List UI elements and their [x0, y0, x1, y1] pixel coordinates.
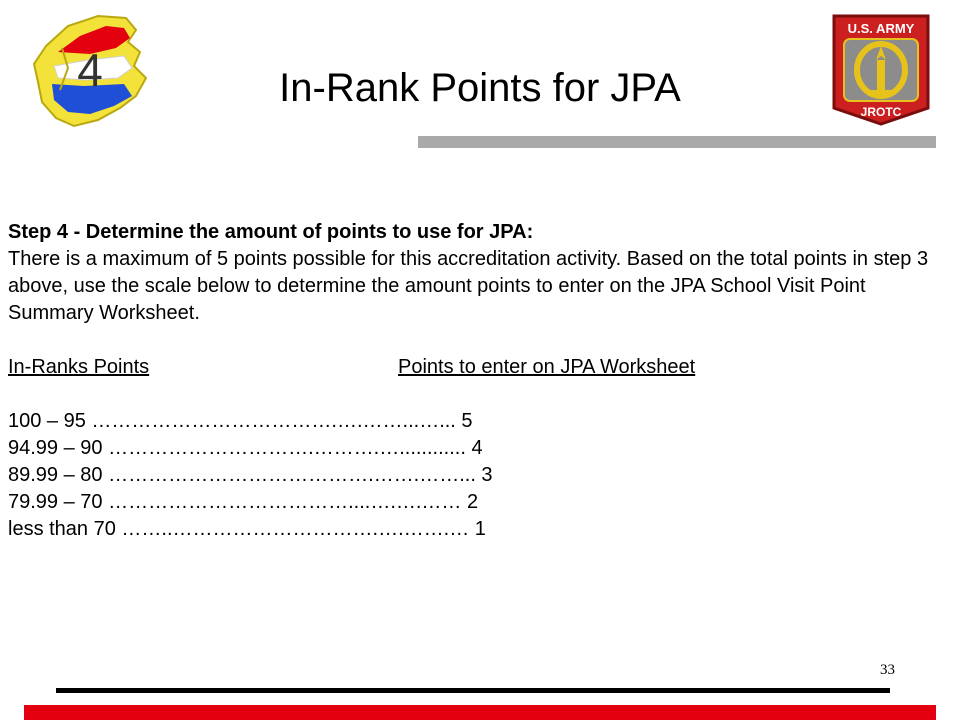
- scale-row: less than 70 ……..………………………….….…….… 1: [8, 518, 486, 540]
- step-heading: Step 4 - Determine the amount of points to use for JPA:: [8, 221, 534, 243]
- column-header-in-ranks-points: In-Ranks Points: [8, 356, 150, 378]
- state-map-logo: [28, 8, 158, 132]
- spacer: [8, 327, 938, 354]
- jrotc-emblem: [828, 12, 934, 128]
- footer-rule-black: [56, 688, 890, 693]
- scale-row: 94.99 – 90 ………………………….……….…............ 4: [8, 437, 483, 459]
- page-number: 33: [880, 662, 895, 678]
- emblem-top-text: U.S. ARMY: [847, 21, 915, 36]
- column-header-points-to-enter: Points to enter on JPA Worksheet: [398, 356, 696, 378]
- step-number: 4: [77, 44, 103, 96]
- instructions-paragraph: There is a maximum of 5 points possible for this accreditation activity. Based on the total points in step 3 above, use the scale below to determine the amount points to enter on the JPA School Visit Point Summary Worksheet.: [8, 248, 934, 324]
- scale-row: 79.99 – 70 ………………………………....….….…… 2: [8, 491, 479, 513]
- scale-row: 89.99 – 80 ………………………………….…….……... 3: [8, 464, 493, 486]
- emblem-bottom-text: JROTC: [860, 105, 902, 119]
- page-title: In-Rank Points for JPA: [279, 65, 681, 110]
- main-content: [8, 219, 938, 543]
- header-rule: [418, 136, 936, 148]
- column-headers: [8, 354, 938, 381]
- footer-rule-red: [24, 705, 936, 720]
- scale-row: 100 – 95 ……………………………….….……...…... 5: [8, 410, 473, 432]
- spacer: [8, 381, 938, 408]
